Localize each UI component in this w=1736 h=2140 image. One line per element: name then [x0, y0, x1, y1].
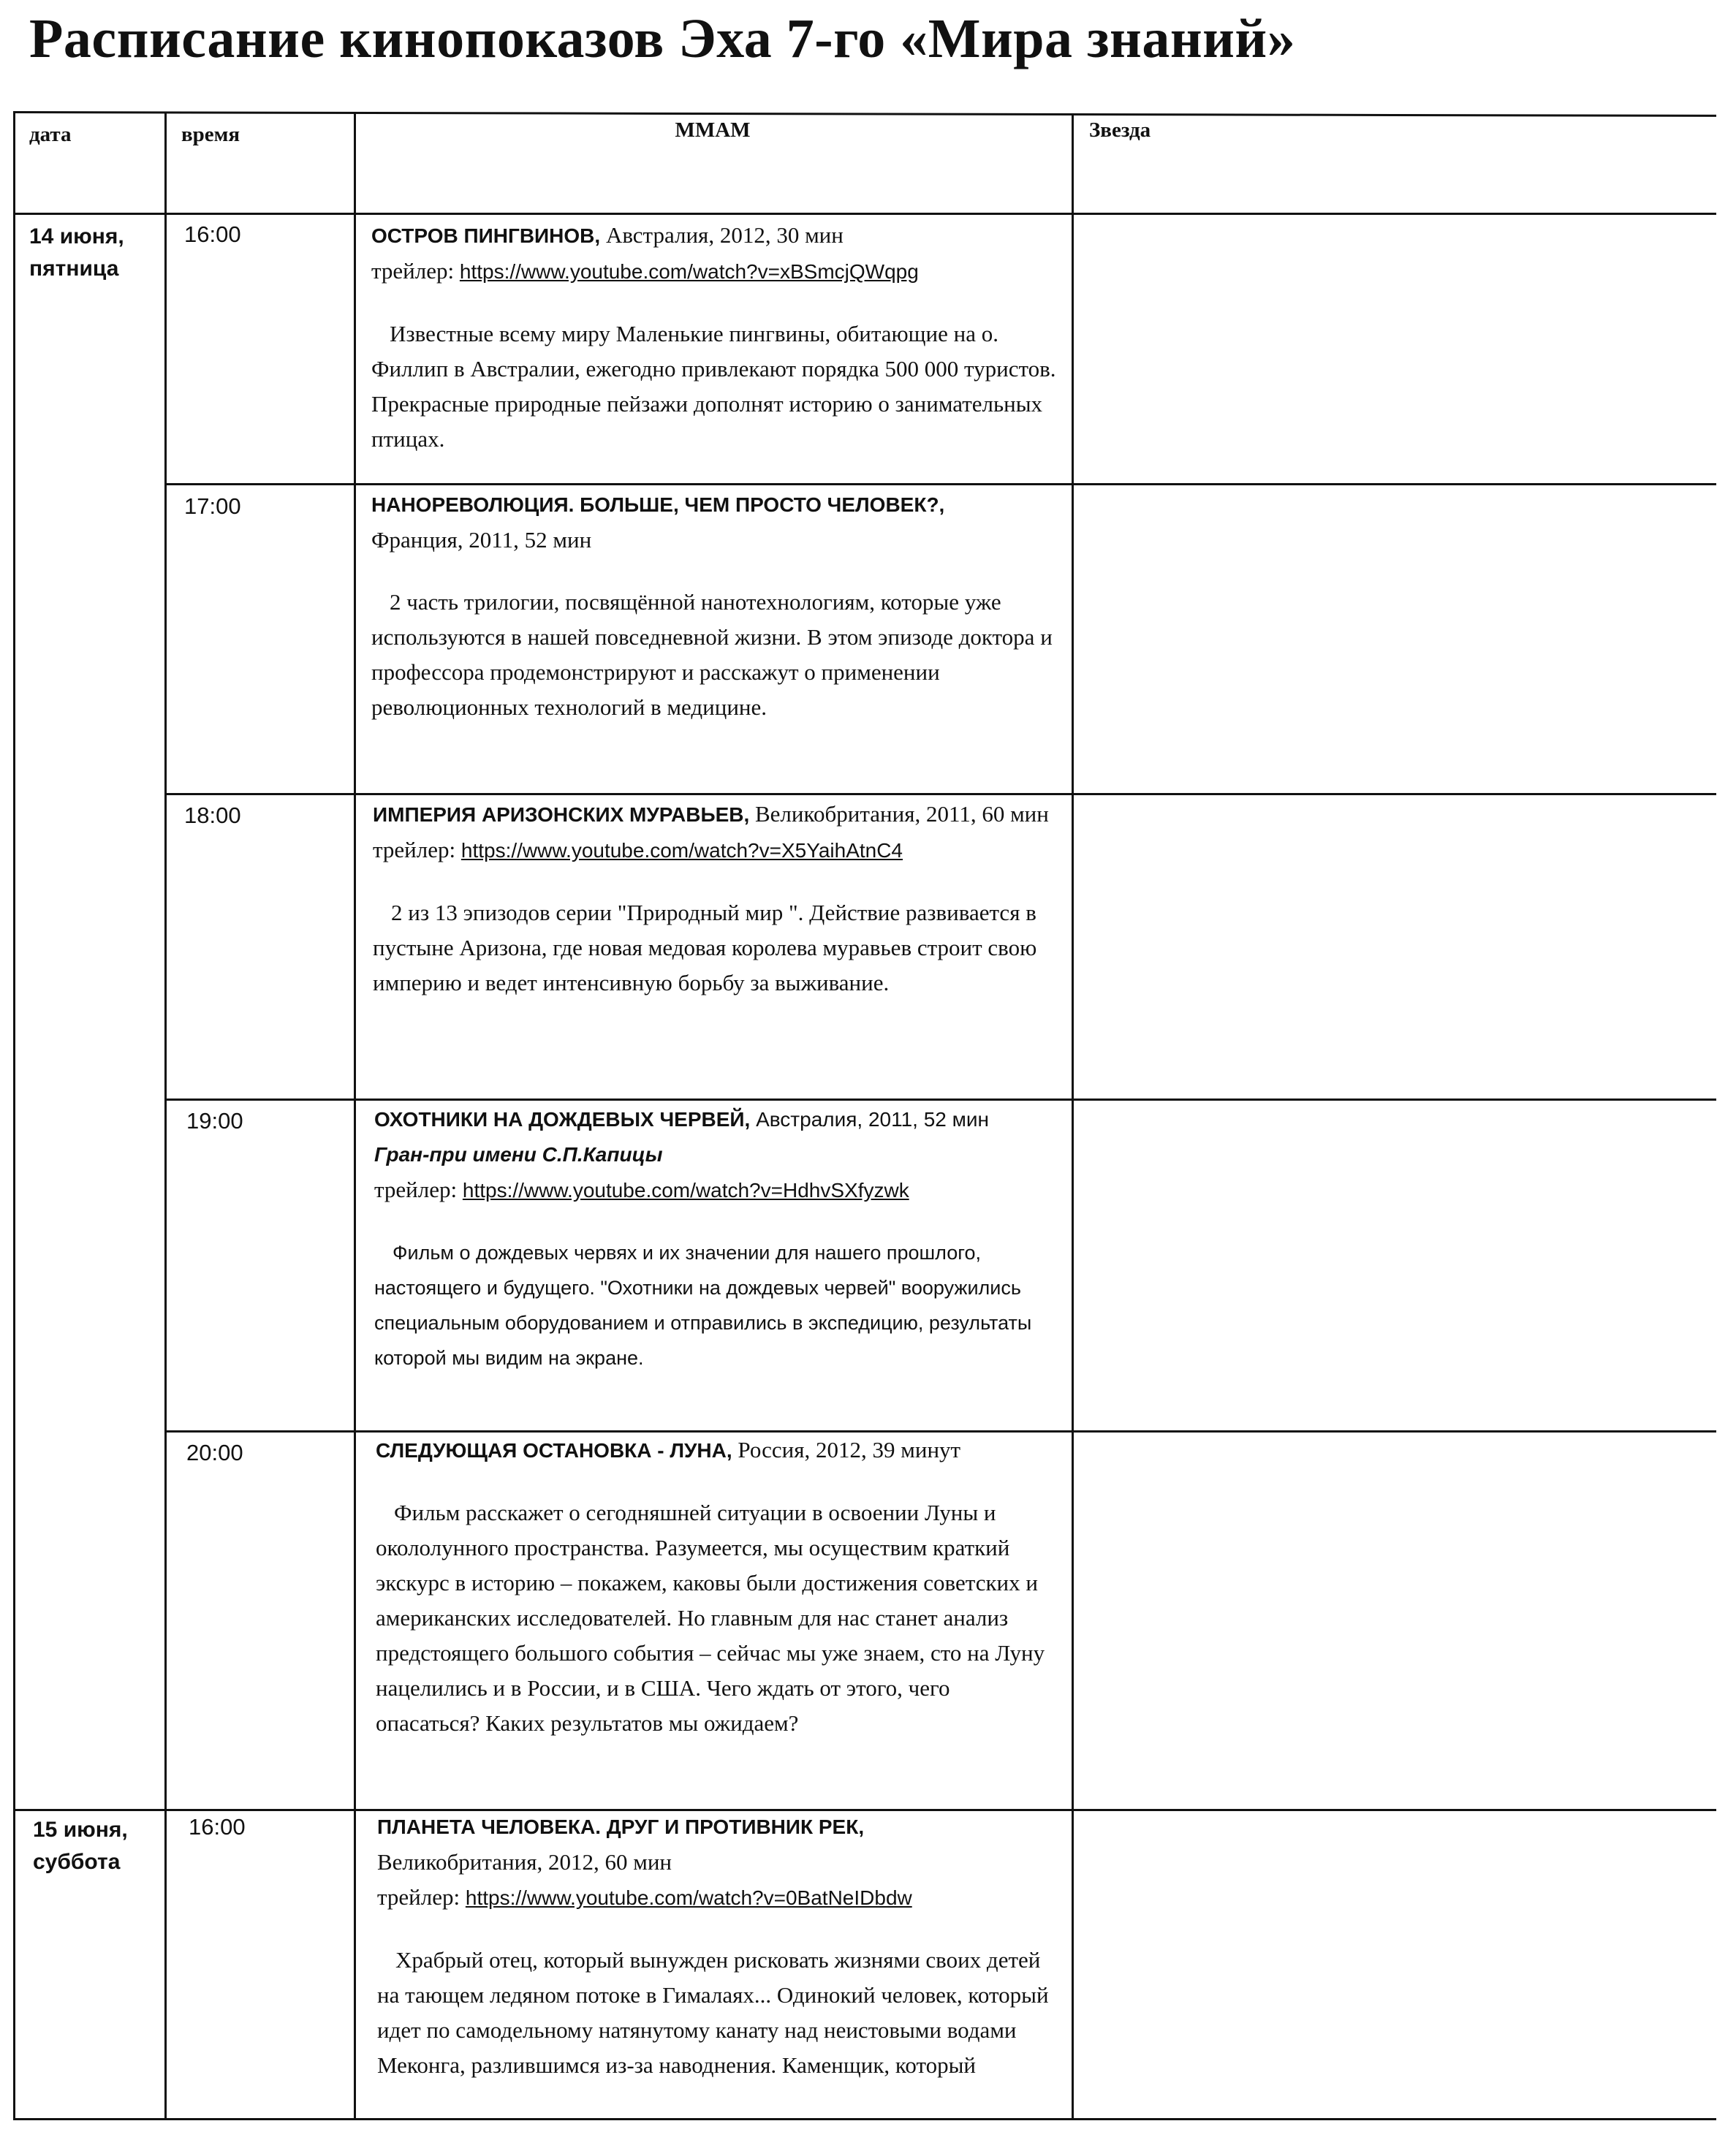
header-date: дата [29, 123, 72, 146]
film-title: ИМПЕРИЯ АРИЗОНСКИХ МУРАВЬЕВ, [373, 803, 750, 826]
film-description: Фильм о дождевых червях и их значении для нашего прошлого, настоящего и будущего. "Охотники на дождевых червей" вооружились специальным оборудованием и отправились в экспедицию, результаты которой мы видим на экране. [374, 1242, 1032, 1369]
film-heading [376, 1433, 1059, 1468]
table-top-border [13, 111, 1716, 117]
trailer-line [373, 832, 1060, 868]
header-time: время [181, 123, 240, 146]
film-title: ПЛАНЕТА ЧЕЛОВЕКА. ДРУГ И ПРОТИВНИК РЕК, [377, 1815, 865, 1838]
day-date: 15 июня, [33, 1818, 128, 1842]
trailer-link[interactable]: https://www.youtube.com/watch?v=0BatNeIDbdw [465, 1886, 912, 1909]
film-description: Фильм расскажет о сегодняшней ситуации в освоении Луны и окололунного пространства. Разумеется, мы осуществим краткий экскурс в историю – покажем, каковы были достижения советских и американских исследователей. Но главным для нас станет анализ предстоящего большого события – сейчас мы уже знаем, сто на Луну нацелились и в России, и в США. Чего ждать от этого, чего опасаться? Каких результатов мы ожидаем? [376, 1500, 1045, 1736]
film-description: 2 из 13 эпизодов серии "Природный мир ". Действие развивается в пустыне Аризона, где новая медовая королева муравьев строит свою империю и ведет интенсивную борьбу за выживание. [373, 900, 1037, 995]
venue-column-border [1072, 113, 1074, 2120]
film-info: Россия, 2012, 39 минут [738, 1437, 961, 1462]
row-separator [164, 793, 1716, 795]
film-entry [371, 487, 1058, 725]
film-entry [373, 797, 1060, 1001]
trailer-label: трейлер: [373, 837, 456, 862]
date-column-border [164, 113, 167, 2120]
film-title: ОСТРОВ ПИНГВИНОВ, [371, 224, 601, 247]
table-left-border [13, 113, 15, 2120]
film-heading [374, 1101, 1061, 1137]
trailer-label: трейлер: [374, 1177, 458, 1202]
trailer-label: трейлер: [371, 258, 455, 284]
trailer-line [371, 254, 1058, 289]
film-title: ОХОТНИКИ НА ДОЖДЕВЫХ ЧЕРВЕЙ, [374, 1108, 751, 1131]
film-info: Франция, 2011, 52 мин [371, 527, 592, 553]
film-description: Храбрый отец, который вынужден рисковать жизнями своих детей на тающем ледяном потоке в Гималаях... Одинокий человек, который идет по самодельному натянутому канату над неистовыми водами Меконга, разлившимся из-за наводнения. Каменщик, который [377, 1947, 1049, 2078]
header-venue-zvezda: Звезда [1089, 118, 1151, 142]
film-title: СЛЕДУЮЩАЯ ОСТАНОВКА - ЛУНА, [376, 1439, 732, 1462]
screening-time: 20:00 [186, 1440, 243, 1465]
film-entry [376, 1433, 1059, 1741]
trailer-link[interactable]: https://www.youtube.com/watch?v=X5YaihAtnC4 [460, 839, 903, 862]
film-title: НАНОРЕВОЛЮЦИЯ. БОЛЬШЕ, ЧЕМ ПРОСТО ЧЕЛОВЕК?, [371, 493, 945, 516]
film-info: Австралия, 2012, 30 мин [605, 222, 844, 248]
day-label [33, 1814, 128, 1878]
film-info: Великобритания, 2011, 60 мин [755, 801, 1049, 827]
screening-time: 19:00 [186, 1108, 243, 1134]
time-column-border [354, 113, 356, 2120]
trailer-line [377, 1880, 1061, 1916]
film-entry [371, 218, 1058, 457]
header-bottom-border [13, 213, 1716, 215]
day-weekday: суббота [33, 1850, 121, 1874]
day-label [29, 221, 124, 285]
trailer-label: трейлер: [377, 1884, 460, 1910]
table-bottom-border [13, 2118, 1716, 2120]
page-title: Расписание кинопоказов Эха 7-го «Мира знаний» [29, 8, 1296, 69]
film-description: Известные всему миру Маленькие пингвины, обитающие на о. Филлип в Австралии, ежегодно привлекают порядка 500 000 туристов. Прекрасные природные пейзажи дополнят историю о занимательных птицах. [371, 321, 1056, 452]
screening-time: 16:00 [184, 221, 241, 247]
day-weekday: пятница [29, 257, 119, 281]
trailer-link[interactable]: https://www.youtube.com/watch?v=HdhvSXfyzwk [462, 1179, 909, 1202]
screening-time: 18:00 [184, 802, 241, 828]
row-separator [164, 483, 1716, 485]
film-heading [373, 797, 1060, 832]
screening-time: 17:00 [184, 493, 241, 519]
screening-time: 16:00 [189, 1814, 246, 1840]
header-venue-mmam: ММАМ [675, 118, 751, 142]
film-description: 2 часть трилогии, посвящённой нанотехнологиям, которые уже используются в нашей повседневной жизни. В этом эпизоде доктора и профессора продемонстрируют и расскажут о применении революционных технологий в медицине. [371, 589, 1053, 720]
film-heading [371, 218, 1058, 254]
day-date: 14 июня, [29, 224, 124, 248]
row-separator [164, 1099, 1716, 1101]
trailer-line [374, 1172, 1061, 1208]
film-entry [374, 1101, 1061, 1376]
film-award: Гран-при имени С.П.Капицы [374, 1143, 663, 1166]
film-info: Австралия, 2011, 52 мин [756, 1108, 990, 1131]
trailer-link[interactable]: https://www.youtube.com/watch?v=xBSmcjQWqpg [459, 260, 919, 283]
film-entry [377, 1810, 1061, 2083]
film-info: Великобритания, 2012, 60 мин [377, 1849, 672, 1875]
